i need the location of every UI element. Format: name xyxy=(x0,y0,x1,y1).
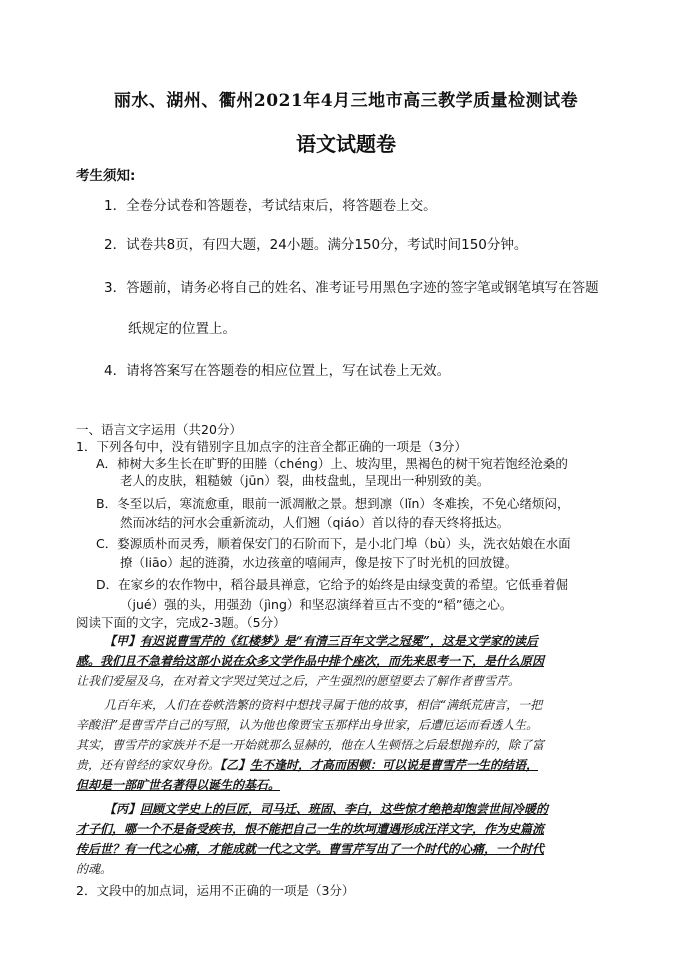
para-bing-line-2 xyxy=(76,820,616,840)
para-jia-line-3: 让我们爱屋及乌，在对着文字哭过笑过之后，产生强烈的愿望要去了解作者曹雪芹。 xyxy=(76,674,521,688)
question-2: 2．文段中的加点词，运用不正确的一项是（3分） xyxy=(76,883,355,898)
para-bing-text-1: 回顾文学史上的巨匠，司马迁、班固、李白，这些惊才绝艳却饱尝世间冷暖的 xyxy=(140,802,549,816)
para-bing-label: 【丙】 xyxy=(104,802,141,816)
para-bing-line-1 xyxy=(104,800,644,820)
para-yi-text-2: 但却是一部旷世名著得以诞生的基石。 xyxy=(76,778,281,792)
para-jia-text-1: 有迟说曹雪芹的《红楼梦》是“有清三百年文学之冠冕”，这是文学家的读后 xyxy=(140,634,538,648)
para-jia-text-2: 感。我们且不急着给这部小说在众多文学作品中排个座次，而先来思考一下，是什么原因 xyxy=(76,654,545,668)
para-bing-text-2: 才子们，哪一个不是备受疾书，恨不能把自己一生的坎坷遭遇形成汪洋文字，作为史篇流 xyxy=(76,822,545,836)
notice-item-4: 4．请将答案写在答题卷的相应位置上，写在试卷上无效。 xyxy=(104,363,451,379)
para-yi-line-2 xyxy=(76,776,616,796)
para-mid-line-3: 其实，曹雪芹的家族并不是一开始就那么显赫的，他在人生顿悟之后最想抛弃的，除了富 xyxy=(76,738,545,752)
option-c: C．婺源质朴而灵秀，顺着保安门的石阶而下，是小北门埠（bù）头，洗衣姑娘在水面 xyxy=(96,536,571,551)
para-yi-label: 【乙】 xyxy=(220,758,251,772)
para-bing-line-3 xyxy=(76,840,616,860)
option-d: D．在家乡的农作物中，稻谷最具禅意，它给予的始终是由绿变黄的希望。它低垂着倔 xyxy=(96,577,569,592)
option-b-cont: 然而冰结的河水会重新流动，人们翘（qiáo）首以待的春天终将抵达。 xyxy=(120,515,510,530)
para-jia-line-1 xyxy=(104,632,644,652)
notice-item-3-cont: 纸规定的位置上。 xyxy=(128,321,236,337)
option-b: B．冬至以后，寒流愈重，眼前一派凋敝之景。想到凛（lǐn）冬难挨，不免心绪烦闷， xyxy=(96,496,570,511)
para-bing-line-4: 的魂。 xyxy=(76,862,113,876)
notice-heading: 考生须知: xyxy=(76,168,136,184)
option-a-cont: 老人的皮肤，粗糙皴（jūn）裂，曲枝盘虬，呈现出一种别致的美。 xyxy=(120,473,490,488)
para-jia-label: 【甲】 xyxy=(104,634,141,648)
para-bing-text-3: 传后世？有一代之心痛，才能成就一代之文学。曹雪芹写出了一个时代的心痛，一个时代 xyxy=(76,842,545,856)
para-mid-line-4 xyxy=(76,756,616,776)
question-1: 1．下列各句中，没有错别字且加点字的注音全都正确的一项是（3分） xyxy=(76,439,467,454)
para-mid-text-4: 贵，还有曾经的家奴身份。 xyxy=(76,758,221,772)
para-mid-line-1: 几百年来，人们在卷帙浩繁的资料中想找寻属于他的故事，相信“满纸荒唐言，一把 xyxy=(104,698,543,712)
reading-prompt: 阅读下面的文字，完成2-3题。（5分） xyxy=(76,615,286,630)
notice-item-2: 2．试卷共8页，有四大题，24小题。满分150分，考试时间150分钟。 xyxy=(104,237,528,253)
option-a: A．柿树大多生长在旷野的田塍（chéng）上、坡沟里，黑褐色的树干宛若饱经沧桑的 xyxy=(96,456,568,471)
notice-item-1: 1．全卷分试卷和答题卷，考试结束后，将答题卷上交。 xyxy=(104,198,437,214)
para-jia-line-2 xyxy=(76,652,616,672)
para-mid-line-2: 辛酸泪”是曹雪芹自己的写照，认为他也像贾宝玉那样出身世家，后遭厄运而看透人生。 xyxy=(76,718,539,732)
option-c-cont: 撩（liāo）起的涟漪，水边孩童的嘻闹声，像是按下了时光机的回放键。 xyxy=(120,555,518,570)
section-heading: 一、语言文字运用（共20分） xyxy=(76,422,242,437)
notice-item-3: 3．答题前，请务必将自己的姓名、准考证号用黑色字迹的签字笔或钢笔填写在答题 xyxy=(104,280,599,296)
page-subtitle: 语文试题卷 xyxy=(296,132,396,156)
option-d-cont: （jué）强的头，用强劲（jìng）和坚忍演绎着亘古不变的“稻”德之心。 xyxy=(120,597,513,612)
para-yi-text-1: 生不逢时，才高而困顿：可以说是曹雪芹一生的结语， xyxy=(250,758,539,772)
page-title: 丽水、湖州、衢州2021年4月三地市高三教学质量检测试卷 xyxy=(113,91,579,111)
